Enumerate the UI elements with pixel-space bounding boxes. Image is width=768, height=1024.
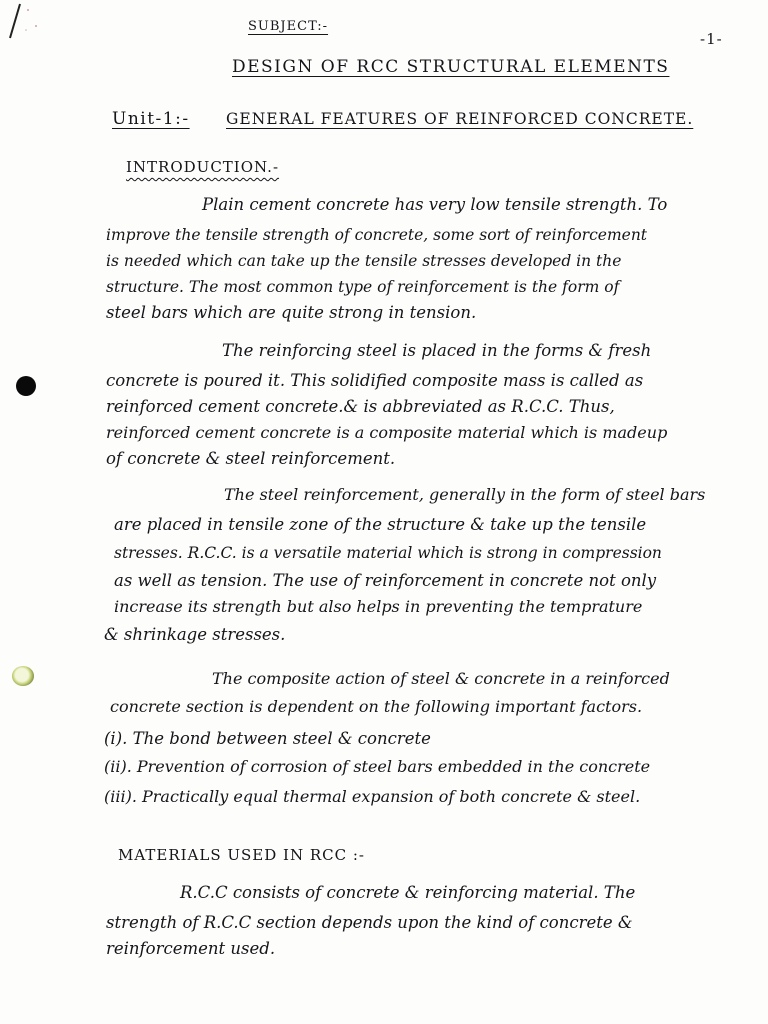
introduction-heading: INTRODUCTION.-	[126, 158, 280, 176]
factor-item: (iii). Practically equal thermal expansion of both concrete & steel.	[104, 787, 641, 806]
paragraph-line: The reinforcing steel is placed in the forms & fresh	[222, 341, 652, 360]
paragraph-line: reinforced cement concrete.& is abbreviated as R.C.C. Thus,	[106, 397, 615, 416]
subject-label: SUBJECT:-	[248, 19, 329, 34]
paragraph-line: increase its strength but also helps in preventing the temprature	[114, 597, 643, 616]
paragraph-line: improve the tensile strength of concrete, some sort of reinforcement	[106, 226, 648, 244]
paragraph-line: stresses. R.C.C. is a versatile material which is strong in compression	[114, 544, 662, 562]
paragraph-line: is needed which can take up the tensile stresses developed in the	[106, 252, 622, 270]
punch-hole	[16, 376, 36, 396]
paragraph-line: reinforcement used.	[106, 939, 276, 958]
page-number: -1-	[700, 30, 723, 48]
factor-item: (i). The bond between steel & concrete	[104, 729, 431, 748]
paragraph-line: of concrete & steel reinforcement.	[106, 449, 396, 468]
paragraph-line: concrete section is dependent on the following important factors.	[110, 697, 643, 716]
paragraph-line: are placed in tensile zone of the structure & take up the tensile	[114, 515, 647, 534]
materials-heading: MATERIALS USED IN RCC :-	[118, 846, 366, 864]
paragraph-line: R.C.C consists of concrete & reinforcing material. The	[180, 883, 636, 902]
unit-label: Unit-1:-	[112, 109, 190, 129]
pen-mark-icon	[6, 0, 46, 50]
paragraph-line: The steel reinforcement, generally in the form of steel bars	[224, 485, 706, 504]
paragraph-line: structure. The most common type of reinforcement is the form of	[106, 278, 620, 296]
paragraph-line: & shrinkage stresses.	[104, 625, 286, 644]
paragraph-line: concrete is poured it. This solidified composite mass is called as	[106, 371, 644, 390]
paragraph-line: Plain cement concrete has very low tensile strength. To	[202, 195, 668, 214]
paragraph-line: The composite action of steel & concrete in a reinforced	[212, 669, 670, 688]
paragraph-line: steel bars which are quite strong in tension.	[106, 303, 477, 322]
page-title: DESIGN OF RCC STRUCTURAL ELEMENTS	[232, 57, 670, 77]
unit-heading: GENERAL FEATURES OF REINFORCED CONCRETE.	[226, 110, 694, 128]
factor-item: (ii). Prevention of corrosion of steel bars embedded in the concrete	[104, 757, 651, 776]
paragraph-line: as well as tension. The use of reinforcement in concrete not only	[114, 571, 657, 590]
punch-hole	[12, 666, 34, 686]
paragraph-line: strength of R.C.C section depends upon the kind of concrete &	[106, 913, 633, 932]
paragraph-line: reinforced cement concrete is a composite material which is madeup	[106, 423, 668, 442]
